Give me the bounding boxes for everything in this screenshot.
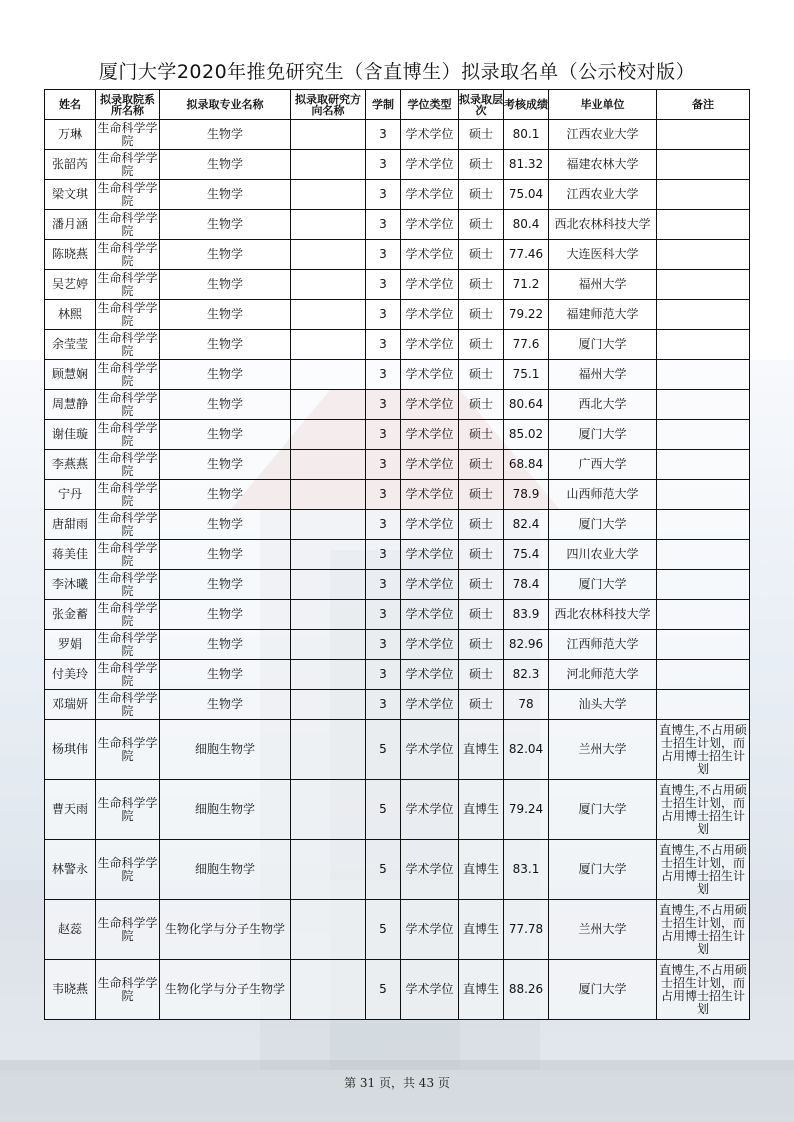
cell-score: 75.4	[504, 540, 549, 570]
header-direction: 拟录取研究方向名称	[291, 90, 366, 120]
cell-years: 5	[366, 900, 401, 960]
cell-name: 李燕燕	[45, 450, 96, 480]
cell-degree: 学术学位	[401, 180, 459, 210]
cell-direction	[291, 510, 366, 540]
cell-major: 生物学	[160, 540, 291, 570]
cell-level: 直博生	[459, 780, 504, 840]
cell-major: 细胞生物学	[160, 840, 291, 900]
cell-school: 厦门大学	[549, 570, 657, 600]
cell-degree: 学术学位	[401, 300, 459, 330]
cell-school: 西北农林科技大学	[549, 210, 657, 240]
cell-note	[657, 150, 750, 180]
table-row	[45, 960, 750, 1020]
cell-dept: 生命科学学院	[97, 210, 158, 238]
cell-level: 硕士	[459, 420, 504, 450]
cell-level: 硕士	[459, 630, 504, 660]
cell-level: 硕士	[459, 210, 504, 240]
cell-degree: 学术学位	[401, 270, 459, 300]
cell-score: 78.9	[504, 480, 549, 510]
cell-score: 82.04	[504, 720, 549, 780]
cell-level: 硕士	[459, 390, 504, 420]
cell-note	[657, 510, 750, 540]
cell-score: 83.1	[504, 840, 549, 900]
cell-direction	[291, 420, 366, 450]
cell-name: 宁丹	[45, 480, 96, 510]
cell-level: 硕士	[459, 690, 504, 720]
cell-score: 79.22	[504, 300, 549, 330]
cell-direction	[291, 630, 366, 660]
cell-level: 硕士	[459, 450, 504, 480]
cell-degree: 学术学位	[401, 510, 459, 540]
cell-degree: 学术学位	[401, 960, 459, 1020]
cell-name: 周慧静	[45, 390, 96, 420]
cell-dept: 生命科学学院	[96, 840, 160, 900]
cell-dept: 生命科学学院	[97, 600, 158, 628]
cell-name: 潘月涵	[45, 210, 96, 240]
cell-score: 81.32	[504, 150, 549, 180]
cell-level: 硕士	[459, 600, 504, 630]
table-row	[45, 900, 750, 960]
cell-school: 江西师范大学	[549, 630, 657, 660]
header-major: 拟录取专业名称	[160, 90, 291, 120]
cell-dept: 生命科学学院	[97, 120, 158, 148]
cell-score: 77.6	[504, 330, 549, 360]
cell-major: 生物学	[160, 180, 291, 210]
cell-major: 生物学	[160, 450, 291, 480]
cell-note: 直博生,不占用硕士招生计划，而占用博士招生计划	[657, 720, 750, 780]
cell-school: 福州大学	[549, 360, 657, 390]
cell-score: 80.4	[504, 210, 549, 240]
cell-dept: 生命科学学院	[97, 150, 158, 178]
cell-years: 5	[366, 840, 401, 900]
header-level: 拟录取层次	[459, 90, 504, 120]
cell-dept: 生命科学学院	[97, 480, 158, 508]
cell-school: 西北农林科技大学	[549, 600, 657, 630]
cell-direction	[291, 270, 366, 300]
cell-name: 谢佳璇	[45, 420, 96, 450]
cell-direction	[291, 150, 366, 180]
cell-dept: 生命科学学院	[97, 360, 158, 388]
cell-level: 直博生	[459, 840, 504, 900]
cell-note	[657, 540, 750, 570]
cell-dept: 生命科学学院	[97, 330, 158, 358]
cell-note	[657, 270, 750, 300]
cell-major: 生物学	[160, 390, 291, 420]
cell-direction	[291, 840, 366, 900]
cell-score: 78.4	[504, 570, 549, 600]
cell-name: 罗娟	[45, 630, 96, 660]
cell-major: 生物学	[160, 510, 291, 540]
cell-dept: 生命科学学院	[97, 690, 158, 718]
cell-note	[657, 360, 750, 390]
cell-years: 5	[366, 780, 401, 840]
cell-level: 硕士	[459, 540, 504, 570]
table-row	[45, 240, 750, 270]
table-row	[45, 300, 750, 330]
cell-direction	[291, 900, 366, 960]
cell-direction	[291, 720, 366, 780]
cell-score: 78	[504, 690, 549, 720]
table-row	[45, 510, 750, 540]
cell-major: 生物学	[160, 480, 291, 510]
cell-note	[657, 600, 750, 630]
cell-name: 林警永	[45, 840, 96, 900]
cell-note	[657, 180, 750, 210]
table-row	[45, 540, 750, 570]
cell-degree: 学术学位	[401, 390, 459, 420]
table-row	[45, 150, 750, 180]
cell-dept: 生命科学学院	[97, 450, 158, 478]
cell-direction	[291, 570, 366, 600]
table-row	[45, 360, 750, 390]
cell-major: 细胞生物学	[160, 720, 291, 780]
cell-score: 71.2	[504, 270, 549, 300]
cell-score: 88.26	[504, 960, 549, 1020]
cell-level: 硕士	[459, 150, 504, 180]
cell-name: 邓瑞妍	[45, 690, 96, 720]
cell-dept: 生命科学学院	[96, 720, 160, 780]
cell-school: 河北师范大学	[549, 660, 657, 690]
table-row	[45, 720, 750, 780]
cell-dept: 生命科学学院	[97, 270, 158, 298]
cell-note: 直博生,不占用硕士招生计划，而占用博士招生计划	[657, 840, 750, 900]
cell-years: 3	[366, 330, 401, 360]
cell-level: 硕士	[459, 270, 504, 300]
table-row	[45, 600, 750, 630]
cell-score: 75.04	[504, 180, 549, 210]
cell-dept: 生命科学学院	[96, 960, 160, 1020]
cell-school: 四川农业大学	[549, 540, 657, 570]
cell-dept: 生命科学学院	[97, 420, 158, 448]
table-row	[45, 660, 750, 690]
cell-note: 直博生,不占用硕士招生计划，而占用博士招生计划	[657, 960, 750, 1020]
cell-school: 厦门大学	[549, 330, 657, 360]
cell-direction	[291, 360, 366, 390]
cell-level: 硕士	[459, 240, 504, 270]
cell-degree: 学术学位	[401, 150, 459, 180]
cell-years: 3	[366, 210, 401, 240]
cell-note	[657, 660, 750, 690]
cell-school: 厦门大学	[549, 420, 657, 450]
cell-level: 直博生	[459, 900, 504, 960]
cell-name: 吴艺婷	[45, 270, 96, 300]
cell-years: 3	[366, 540, 401, 570]
cell-direction	[291, 450, 366, 480]
cell-major: 生物学	[160, 690, 291, 720]
cell-level: 直博生	[459, 960, 504, 1020]
cell-degree: 学术学位	[401, 570, 459, 600]
cell-name: 余莹莹	[45, 330, 96, 360]
cell-years: 3	[366, 450, 401, 480]
cell-name: 赵蕊	[45, 900, 96, 960]
cell-years: 3	[366, 270, 401, 300]
table-row	[45, 180, 750, 210]
cell-score: 77.46	[504, 240, 549, 270]
cell-school: 厦门大学	[549, 840, 657, 900]
cell-degree: 学术学位	[401, 660, 459, 690]
cell-school: 福州大学	[549, 270, 657, 300]
cell-score: 75.1	[504, 360, 549, 390]
table-row	[45, 330, 750, 360]
cell-major: 生物学	[160, 660, 291, 690]
cell-name: 曹天雨	[45, 780, 96, 840]
cell-level: 硕士	[459, 300, 504, 330]
cell-degree: 学术学位	[401, 540, 459, 570]
cell-years: 3	[366, 510, 401, 540]
cell-name: 陈晓燕	[45, 240, 96, 270]
cell-years: 3	[366, 690, 401, 720]
header-name: 姓名	[45, 90, 96, 120]
cell-degree: 学术学位	[401, 360, 459, 390]
cell-direction	[291, 330, 366, 360]
cell-name: 梁文琪	[45, 180, 96, 210]
cell-direction	[291, 390, 366, 420]
cell-major: 生物学	[160, 210, 291, 240]
cell-major: 生物化学与分子生物学	[160, 960, 291, 1020]
cell-name: 张韶芮	[45, 150, 96, 180]
cell-degree: 学术学位	[401, 210, 459, 240]
page-number: 第 31 页，共 43 页	[344, 1076, 450, 1090]
cell-name: 付美玲	[45, 660, 96, 690]
page-title: 厦门大学2020年推免研究生（含直博生）拟录取名单（公示校对版）	[98, 61, 696, 83]
header-note: 备注	[657, 90, 750, 120]
table-row	[45, 390, 750, 420]
cell-score: 82.4	[504, 510, 549, 540]
table-header-row	[45, 90, 750, 120]
cell-note	[657, 300, 750, 330]
cell-dept: 生命科学学院	[97, 510, 158, 538]
cell-major: 生物学	[160, 630, 291, 660]
cell-level: 直博生	[459, 720, 504, 780]
cell-name: 张金蓄	[45, 600, 96, 630]
cell-name: 顾慧娴	[45, 360, 96, 390]
cell-major: 生物学	[160, 600, 291, 630]
cell-dept: 生命科学学院	[97, 630, 158, 658]
cell-degree: 学术学位	[401, 600, 459, 630]
table-row	[45, 120, 750, 150]
cell-direction	[291, 540, 366, 570]
cell-dept: 生命科学学院	[97, 660, 158, 688]
cell-name: 林熙	[45, 300, 96, 330]
cell-degree: 学术学位	[401, 690, 459, 720]
cell-school: 厦门大学	[549, 780, 657, 840]
header-years: 学制	[366, 90, 401, 120]
header-school: 毕业单位	[549, 90, 657, 120]
table-row	[45, 210, 750, 240]
cell-dept: 生命科学学院	[97, 300, 158, 328]
cell-direction	[291, 660, 366, 690]
cell-school: 厦门大学	[549, 510, 657, 540]
cell-degree: 学术学位	[401, 420, 459, 450]
cell-degree: 学术学位	[401, 900, 459, 960]
cell-score: 82.3	[504, 660, 549, 690]
cell-note: 直博生,不占用硕士招生计划，而占用博士招生计划	[657, 900, 750, 960]
cell-level: 硕士	[459, 480, 504, 510]
cell-degree: 学术学位	[401, 240, 459, 270]
admission-table	[44, 89, 750, 1020]
cell-score: 85.02	[504, 420, 549, 450]
cell-school: 广西大学	[549, 450, 657, 480]
cell-years: 3	[366, 600, 401, 630]
cell-name: 杨琪伟	[45, 720, 96, 780]
cell-years: 3	[366, 480, 401, 510]
cell-years: 5	[366, 960, 401, 1020]
table-row	[45, 480, 750, 510]
cell-years: 3	[366, 300, 401, 330]
cell-major: 生物学	[160, 570, 291, 600]
cell-degree: 学术学位	[401, 450, 459, 480]
cell-score: 77.78	[504, 900, 549, 960]
cell-direction	[291, 600, 366, 630]
cell-dept: 生命科学学院	[96, 780, 160, 840]
cell-degree: 学术学位	[401, 780, 459, 840]
cell-years: 5	[366, 720, 401, 780]
cell-level: 硕士	[459, 570, 504, 600]
cell-years: 3	[366, 150, 401, 180]
cell-note: 直博生,不占用硕士招生计划，而占用博士招生计划	[657, 780, 750, 840]
cell-major: 生物学	[160, 360, 291, 390]
cell-school: 兰州大学	[549, 900, 657, 960]
cell-direction	[291, 300, 366, 330]
cell-school: 兰州大学	[549, 720, 657, 780]
cell-direction	[291, 120, 366, 150]
cell-degree: 学术学位	[401, 840, 459, 900]
cell-score: 82.96	[504, 630, 549, 660]
cell-level: 硕士	[459, 360, 504, 390]
cell-major: 生物学	[160, 270, 291, 300]
cell-degree: 学术学位	[401, 480, 459, 510]
cell-direction	[291, 480, 366, 510]
cell-major: 生物学	[160, 150, 291, 180]
cell-note	[657, 390, 750, 420]
cell-school: 汕头大学	[549, 690, 657, 720]
table-row	[45, 450, 750, 480]
cell-major: 生物学	[160, 120, 291, 150]
cell-name: 唐甜雨	[45, 510, 96, 540]
cell-degree: 学术学位	[401, 630, 459, 660]
cell-level: 硕士	[459, 180, 504, 210]
cell-note	[657, 570, 750, 600]
cell-degree: 学术学位	[401, 330, 459, 360]
table-row	[45, 420, 750, 450]
cell-dept: 生命科学学院	[97, 240, 158, 268]
table-row	[45, 570, 750, 600]
cell-dept: 生命科学学院	[97, 390, 158, 418]
cell-major: 细胞生物学	[160, 780, 291, 840]
cell-school: 福建师范大学	[549, 300, 657, 330]
table-row	[45, 840, 750, 900]
cell-direction	[291, 960, 366, 1020]
cell-years: 3	[366, 630, 401, 660]
table-row	[45, 270, 750, 300]
table-row	[45, 780, 750, 840]
table-row	[45, 690, 750, 720]
cell-name: 李沐曦	[45, 570, 96, 600]
cell-dept: 生命科学学院	[97, 180, 158, 208]
header-dept: 拟录取院系所名称	[96, 90, 160, 120]
cell-note	[657, 450, 750, 480]
cell-level: 硕士	[459, 330, 504, 360]
cell-dept: 生命科学学院	[97, 570, 158, 598]
cell-years: 3	[366, 660, 401, 690]
cell-level: 硕士	[459, 660, 504, 690]
header-score: 考核成绩	[504, 90, 549, 120]
cell-years: 3	[366, 390, 401, 420]
cell-school: 福建农林大学	[549, 150, 657, 180]
cell-score: 79.24	[504, 780, 549, 840]
cell-major: 生物学	[160, 420, 291, 450]
cell-school: 江西农业大学	[549, 120, 657, 150]
cell-level: 硕士	[459, 120, 504, 150]
cell-years: 3	[366, 180, 401, 210]
cell-direction	[291, 180, 366, 210]
cell-score: 68.84	[504, 450, 549, 480]
header-degree: 学位类型	[401, 90, 459, 120]
cell-score: 80.64	[504, 390, 549, 420]
cell-degree: 学术学位	[401, 720, 459, 780]
cell-level: 硕士	[459, 510, 504, 540]
cell-years: 3	[366, 420, 401, 450]
cell-years: 3	[366, 120, 401, 150]
cell-major: 生物学	[160, 330, 291, 360]
cell-school: 山西师范大学	[549, 480, 657, 510]
cell-dept: 生命科学学院	[97, 540, 158, 568]
cell-note	[657, 630, 750, 660]
cell-note	[657, 240, 750, 270]
cell-school: 厦门大学	[549, 960, 657, 1020]
cell-note	[657, 480, 750, 510]
cell-note	[657, 210, 750, 240]
cell-score: 80.1	[504, 120, 549, 150]
cell-years: 3	[366, 570, 401, 600]
cell-school: 大连医科大学	[549, 240, 657, 270]
cell-dept: 生命科学学院	[96, 900, 160, 960]
table-row	[45, 630, 750, 660]
cell-degree: 学术学位	[401, 120, 459, 150]
cell-name: 韦晓燕	[45, 960, 96, 1020]
cell-note	[657, 330, 750, 360]
cell-note	[657, 120, 750, 150]
cell-note	[657, 690, 750, 720]
cell-name: 蒋美佳	[45, 540, 96, 570]
cell-direction	[291, 780, 366, 840]
cell-direction	[291, 210, 366, 240]
cell-name: 万琳	[45, 120, 96, 150]
cell-score: 83.9	[504, 600, 549, 630]
cell-major: 生物学	[160, 300, 291, 330]
cell-years: 3	[366, 240, 401, 270]
cell-major: 生物学	[160, 240, 291, 270]
cell-note	[657, 420, 750, 450]
cell-direction	[291, 690, 366, 720]
cell-school: 西北大学	[549, 390, 657, 420]
cell-major: 生物化学与分子生物学	[160, 900, 291, 960]
cell-school: 江西农业大学	[549, 180, 657, 210]
cell-direction	[291, 240, 366, 270]
cell-years: 3	[366, 360, 401, 390]
